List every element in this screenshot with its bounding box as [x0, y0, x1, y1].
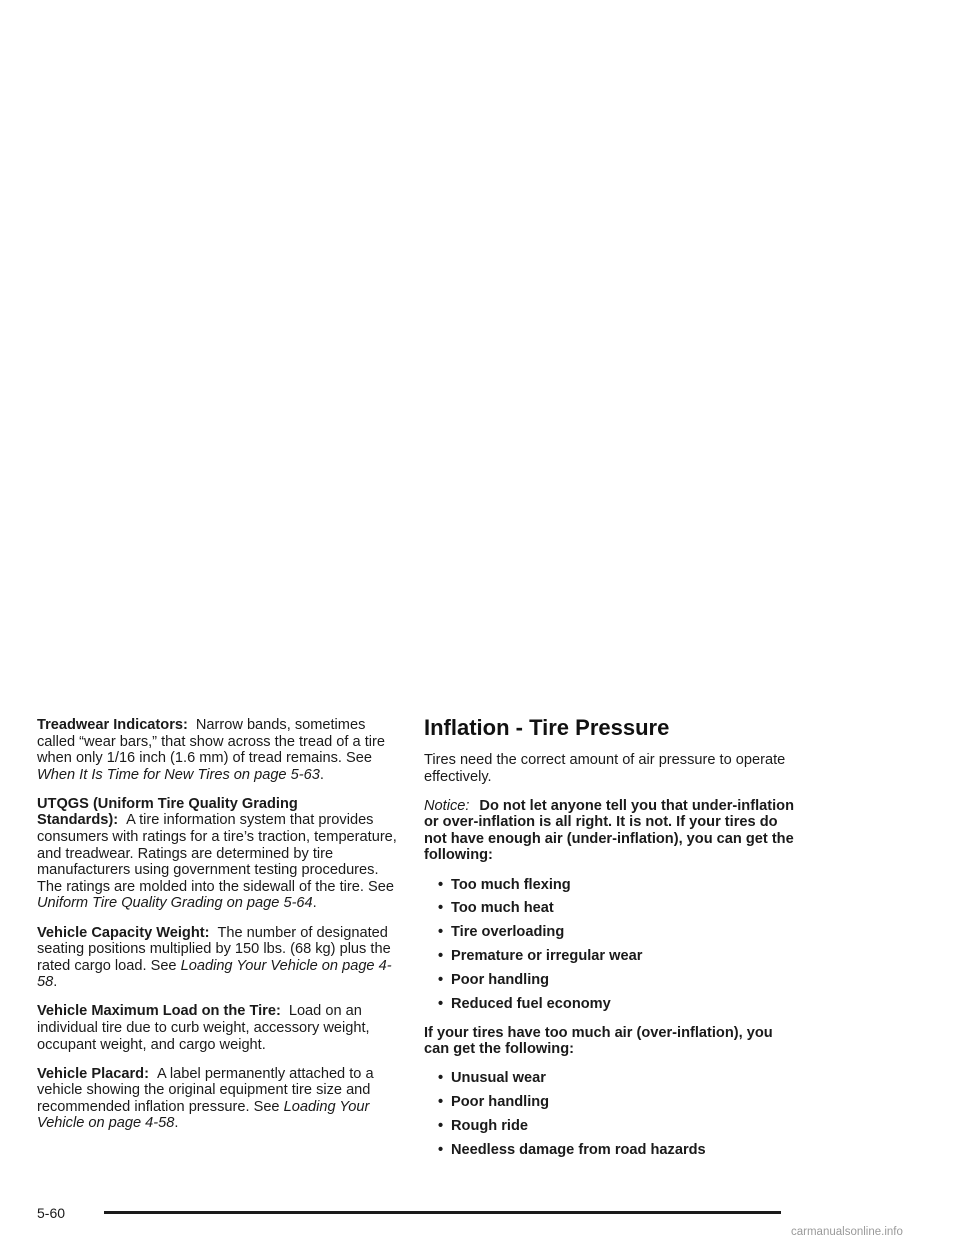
- list-item: • Premature or irregular wear: [438, 948, 799, 965]
- definition-text: A label permanently attached to a vehicle showing the original equipment tire size and recommended inflation pressure. See: [37, 1065, 374, 1115]
- intro-text: Tires need the correct amount of air pressure to operate effectively.: [424, 752, 786, 785]
- definition-term: UTQGS (Uniform Tire Quality Grading Standards):: [37, 795, 298, 829]
- list-item: • Too much heat: [438, 900, 799, 917]
- definition-treadwear: [37, 717, 399, 783]
- definition-term: Vehicle Capacity Weight:: [37, 924, 210, 941]
- definition-text: A tire information system that provides consumers with ratings for a tire’s traction, temperature, and treadwear. Ratings are determined by tire manufacturers using government testing procedures. The ratings are molded into the sidewall of the tire. See: [37, 812, 397, 895]
- cross-reference-link[interactable]: Uniform Tire Quality Grading on page 5-64: [37, 895, 313, 912]
- definition-text: Load on an individual tire due to curb weight, accessory weight, occupant weight, and cargo weight.: [37, 1003, 370, 1053]
- definition-term: Vehicle Maximum Load on the Tire:: [37, 1003, 281, 1020]
- definition-end: .: [174, 1115, 179, 1132]
- notice-label: Notice:: [424, 797, 470, 814]
- definition-utqgs: [37, 796, 399, 912]
- definition-text: Narrow bands, sometimes called “wear bars,” that show across the tread of a tire when only 1/16 inch (1.6 mm) of tread remains. See: [37, 717, 385, 767]
- page-number: 5-60: [37, 1205, 66, 1221]
- over-inflation-intro: If your tires have too much air (over-inflation), you can get the following:: [424, 1024, 773, 1058]
- cross-reference-link[interactable]: Loading Your Vehicle on page 4-58: [37, 1098, 370, 1132]
- notice-block: [424, 798, 799, 864]
- cross-reference-link[interactable]: Loading Your Vehicle on page 4-58: [37, 957, 392, 991]
- footer-rule: [104, 1211, 781, 1214]
- definition-vehicle-placard: [37, 1066, 399, 1132]
- definition-text: The number of designated seating positions multiplied by 150 lbs. (68 kg) plus the rated cargo load. See: [37, 924, 391, 974]
- list-item: • Unusual wear: [438, 1070, 799, 1087]
- definition-vehicle-max-load: [37, 1003, 399, 1053]
- definition-vehicle-capacity-weight: [37, 925, 399, 991]
- list-item: • Poor handling: [438, 1094, 799, 1111]
- list-item: • Needless damage from road hazards: [438, 1142, 799, 1159]
- list-item: • Poor handling: [438, 972, 799, 989]
- section-heading: Inflation - Tire Pressure: [424, 715, 670, 740]
- over-inflation-list: [424, 1070, 799, 1158]
- list-item: • Tire overloading: [438, 924, 799, 941]
- cross-reference-link[interactable]: When It Is Time for New Tires on page 5-63: [37, 766, 320, 783]
- definition-term: Treadwear Indicators:: [37, 717, 188, 733]
- list-item: • Reduced fuel economy: [438, 996, 799, 1013]
- left-column: [37, 717, 399, 1145]
- list-item: • Rough ride: [438, 1118, 799, 1135]
- notice-text: Do not let anyone tell you that under-inflation or over-inflation is all right. It is not. If your tires do not have enough air (under-inflation), you can get the following:: [424, 797, 794, 864]
- watermark: carmanualsonline.info: [791, 1226, 903, 1238]
- definition-end: .: [312, 895, 317, 912]
- definition-end: .: [53, 974, 58, 991]
- definition-end: .: [319, 766, 324, 783]
- under-inflation-list: [424, 877, 799, 1013]
- right-column: [424, 717, 799, 1171]
- list-item: • Too much flexing: [438, 877, 799, 894]
- definition-term: Vehicle Placard:: [37, 1065, 149, 1082]
